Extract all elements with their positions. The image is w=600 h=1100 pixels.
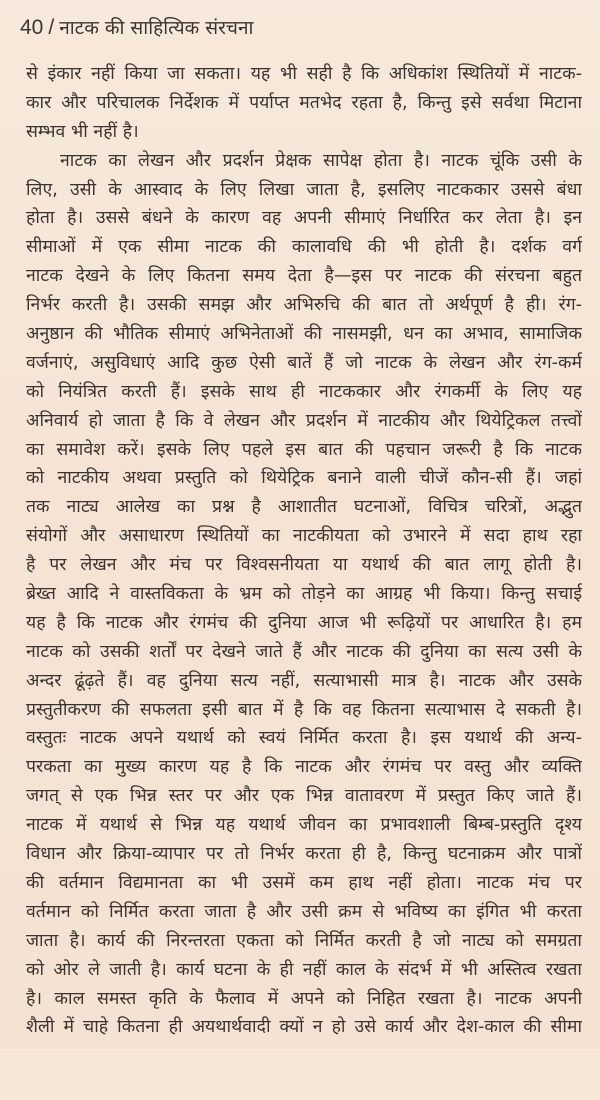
text-line (26, 1042, 582, 1071)
text-line: सम्भव भी नहीं है। (26, 121, 139, 142)
text-line: विधान और क्रिया-व्यापार पर तो निर्भर करता ही है, किन्तु घटनाक्रम और पात्रों (26, 844, 582, 865)
text-line: लिए, उसी के आस्वाद के लिए लिखा जाता है, इसलिए नाटककार उससे बंधा (26, 179, 582, 200)
text-line: नाटक में यथार्थ से भिन्न यह यथार्थ जीवन का प्रभावशाली बिम्ब-प्रस्तुति दृश्य (26, 815, 582, 836)
text-line: को नाटकीय अथवा प्रस्तुति को थियेट्रिक बनाने वाली चीजें कौन-सी हैं। जहां (26, 468, 582, 489)
text-line: तक नाट्य आलेख का प्रश्न है आशातीत घटनाओं, विचित्र चरित्रों, अद्भुत (26, 497, 582, 518)
text-line: वर्तमान को निर्मित करता जाता है और उसी क्रम से भविष्य का इंगित भी करता (26, 901, 582, 922)
text-line: होता है। उससे बंधने के कारण वह अपनी सीमाएं निर्धारित कर लेता है। इन (26, 208, 582, 229)
text-line: नाटक देखने के लिए कितना समय देता है—इस पर नाटक की संरचना बहुत (26, 266, 582, 287)
text-line (26, 1071, 582, 1100)
text-line: अनिवार्य हो जाता है कि वे लेखन और प्रदर्शन में नाटकीय और थियेट्रिकल तत्त्वों (26, 410, 582, 431)
text-line: से इंकार नहीं किया जा सकता। यह भी सही है कि अधिकांश स्थितियों में नाटक- (26, 64, 582, 84)
page-body (26, 60, 582, 1100)
text-line: है पर लेखन और मंच पर विश्वसनीयता या यथार्थ की बात लागू होती है। (26, 555, 582, 576)
text-line: नाटक को उसकी शर्तों पर देखने जाते हैं और नाटक की दुनिया का सत्य उसी के (26, 641, 582, 662)
running-header (20, 14, 253, 42)
text-line: अन्दर ढूंढ़ते हैं। वह दुनिया सत्य नहीं, सत्याभासी मात्र है। नाटक और उसके (26, 670, 582, 691)
text-line: कार और परिचालक निर्देशक में पर्याप्त मतभेद रहता है, किन्तु इसे सर्वथा मिटाना (26, 92, 582, 113)
text-line: निर्भर करती है। उसकी समझ और अभिरुचि की बात तो अर्थपूर्ण है ही। रंग- (26, 295, 582, 316)
text-line: की वर्तमान विद्यमानता का भी उसमें कम हाथ नहीं होता। नाटक मंच पर (26, 872, 582, 893)
text-line: शैली में चाहे कितना ही अयथार्थवादी क्यों न हो उसे कार्य और देश-काल की सीमा (26, 1017, 582, 1038)
text-line: को ओर ले जाती है। कार्य घटना के ही नहीं काल के संदर्भ में भी अस्तित्व रखता (26, 959, 582, 980)
text-line: है। काल समस्त कृति के फैलाव में अपने को निहित रखता है। नाटक अपनी (26, 988, 582, 1009)
page-number: 40 (20, 16, 44, 39)
text-line: जाता है। कार्य की निरन्तरता एकता को निर्मित करती है जो नाट्य को समग्रता (26, 930, 582, 951)
text-line: को नियंत्रित करती हैं। इसके साथ ही नाटककार और रंगकर्मी के लिए यह (26, 381, 582, 402)
text-line: यह है कि नाटक और रंगमंच की दुनिया आज भी रूढ़ियों पर आधारित है। हम (26, 612, 582, 633)
text-line: परकता का मुख्य कारण यह है कि नाटक और रंगमंच पर वस्तु और व्यक्ति (26, 757, 582, 778)
text-line: जगत् से एक भिन्न स्तर पर और एक भिन्न वातावरण में प्रस्तुत किए जाते हैं। (26, 786, 582, 807)
text-line: अनुष्ठान की भौतिक सीमाएं अभिनेताओं की नासमझी, धन का अभाव, सामाजिक (26, 324, 582, 345)
header-separator: / (48, 16, 55, 39)
text-line: सीमाओं में एक सीमा नाटक की कालावधि की भी होती है। दर्शक वर्ग (26, 237, 582, 258)
text-line: ब्रेख्त आदि ने वास्तविकता के भ्रम को तोड़ने का आग्रह भी किया। किन्तु सचाई (26, 584, 582, 605)
running-title: नाटक की साहित्यिक संरचना (59, 17, 254, 39)
paragraph-first-line: नाटक का लेखन और प्रदर्शन प्रेक्षक सापेक्ष होता है। नाटक चूंकि उसी के (60, 150, 582, 171)
text-line: का समावेश करें। इसके लिए पहले इस बात की पहचान जरूरी है कि नाटक (26, 439, 582, 460)
text-line: प्रस्तुतीकरण की सफलता इसी बात में है कि वह कितना सत्याभास दे सकती है। (26, 699, 582, 720)
text-line: वस्तुतः नाटक अपने यथार्थ को स्वयं निर्मित करता है। इस यथार्थ की अन्य- (26, 728, 582, 749)
text-line: वर्जनाएं, असुविधाएं आदि कुछ ऐसी बातें हैं जो नाटक के लेखन और रंग-कर्म (26, 352, 582, 373)
text-line: संयोगों और असाधारण स्थितियों का नाटकीयता को उभारने में सदा हाथ रहा (26, 526, 582, 547)
